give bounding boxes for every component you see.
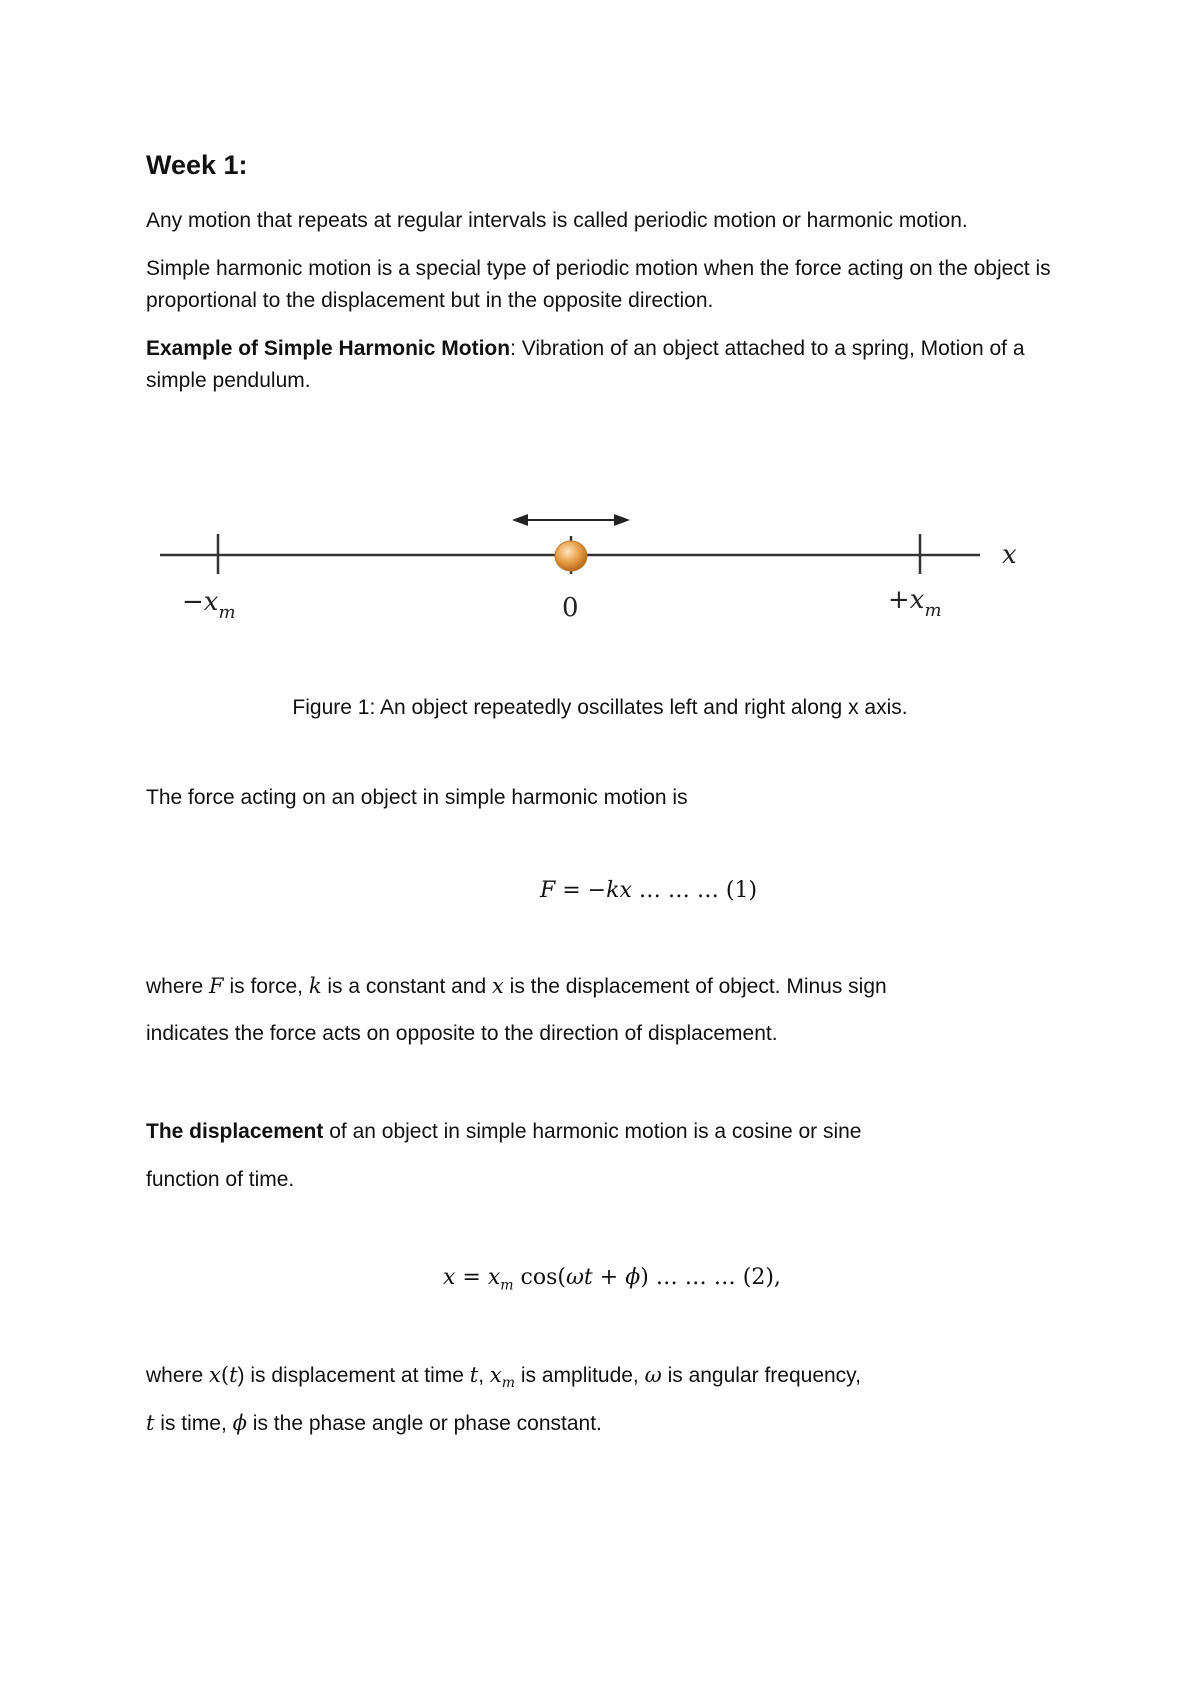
displacement-label: The displacement bbox=[146, 1120, 324, 1143]
label-zero: 0 bbox=[562, 593, 579, 623]
p7-text-3: ) is displacement at time bbox=[237, 1364, 470, 1387]
p7-var-t2: t bbox=[469, 1363, 479, 1387]
p7-l2-var-t: t bbox=[146, 1411, 155, 1435]
p5-var-f: F bbox=[209, 974, 224, 998]
p7-text-1: where bbox=[146, 1364, 210, 1387]
eq1-equals-minus: = − bbox=[555, 878, 607, 903]
label-neg-xm: $-x_m$ bbox=[182, 587, 236, 623]
p5-var-x: x bbox=[492, 974, 504, 998]
figure-caption: Figure 1: An object repeatedly oscillates left and right along x axis. bbox=[292, 696, 908, 719]
p7-l2-text-1: is time, bbox=[154, 1412, 233, 1435]
paragraph-force-explanation-line2: indicates the force acts on opposite to the direction of displacement. bbox=[146, 1022, 778, 1045]
p7-var-omega: ω bbox=[644, 1363, 662, 1387]
paragraph-force-intro: The force acting on an object in simple harmonic motion is bbox=[146, 786, 688, 809]
paragraph-variables-line2 bbox=[146, 1407, 1066, 1440]
page-title: Week 1: bbox=[146, 150, 248, 180]
examples-text: : Vibration of an object attached to a spring, Motion of a simple pendulum. bbox=[146, 337, 1025, 392]
label-x-axis: x bbox=[1002, 540, 1017, 570]
p7-text-5: is amplitude, bbox=[515, 1364, 645, 1387]
eq2-cos: cos( bbox=[513, 1265, 566, 1290]
eq2-amp-sub: m bbox=[500, 1277, 514, 1294]
p7-text-6: is angular frequency, bbox=[661, 1364, 861, 1387]
paragraph-examples bbox=[146, 333, 1066, 397]
p7-open-paren: ( bbox=[220, 1363, 230, 1387]
eq1-force-var: F bbox=[540, 878, 556, 903]
paragraph-displacement-line2: function of time. bbox=[146, 1168, 295, 1191]
oscillating-ball bbox=[555, 541, 587, 571]
equation-1 bbox=[540, 878, 757, 903]
p7-l2-var-phi: ϕ bbox=[232, 1411, 247, 1435]
p5-text-3: is a constant and bbox=[321, 975, 492, 998]
label-pos-xm: $+x_m$ bbox=[888, 585, 942, 621]
p5-var-k: k bbox=[308, 974, 322, 998]
equation-2 bbox=[443, 1265, 781, 1293]
paragraph-displacement bbox=[146, 1116, 1066, 1148]
eq2-plus: + bbox=[592, 1265, 626, 1290]
p7-comma: , bbox=[478, 1364, 490, 1387]
p7-var-t: t bbox=[229, 1363, 238, 1387]
eq1-dots: … … … bbox=[631, 878, 726, 903]
p7-var-xm: x bbox=[489, 1363, 502, 1387]
paragraph-simple-harmonic-motion: Simple harmonic motion is a special type of periodic motion when the force acting on the object is proportional to the displacement but in the opposite direction. bbox=[146, 257, 1051, 312]
eq2-equals: = bbox=[455, 1265, 488, 1290]
eq2-amp: x bbox=[487, 1265, 501, 1290]
paragraph-force-explanation bbox=[146, 970, 1066, 1003]
p7-var-xm-sub: m bbox=[501, 1375, 516, 1392]
p7-l2-text-2: is the phase angle or phase constant. bbox=[246, 1412, 602, 1435]
displacement-text: of an object in simple harmonic motion is a cosine or sine bbox=[323, 1120, 862, 1143]
eq2-number: (2), bbox=[742, 1265, 781, 1290]
arrow-right-head bbox=[614, 514, 630, 526]
p5-text-4: is the displacement of object. Minus sign bbox=[503, 975, 887, 998]
examples-label: Example of Simple Harmonic Motion bbox=[146, 337, 511, 360]
oscillation-figure bbox=[140, 500, 1080, 650]
p5-text-2: is force, bbox=[223, 975, 309, 998]
eq1-kx: kx bbox=[606, 878, 632, 903]
eq1-number: (1) bbox=[725, 878, 758, 903]
eq2-phi: ϕ bbox=[625, 1265, 641, 1290]
eq2-close-paren: ) bbox=[640, 1265, 649, 1290]
eq2-dots: … … … bbox=[648, 1265, 743, 1290]
paragraph-variables bbox=[146, 1359, 1066, 1399]
eq2-x: x bbox=[443, 1265, 456, 1290]
p7-var-x: x bbox=[209, 1363, 221, 1387]
p5-text-1: where bbox=[146, 975, 210, 998]
paragraph-periodic-motion: Any motion that repeats at regular intervals is called periodic motion or harmonic motion. bbox=[146, 209, 968, 232]
eq2-omega-t: ωt bbox=[565, 1265, 593, 1290]
arrow-left-head bbox=[512, 514, 528, 526]
